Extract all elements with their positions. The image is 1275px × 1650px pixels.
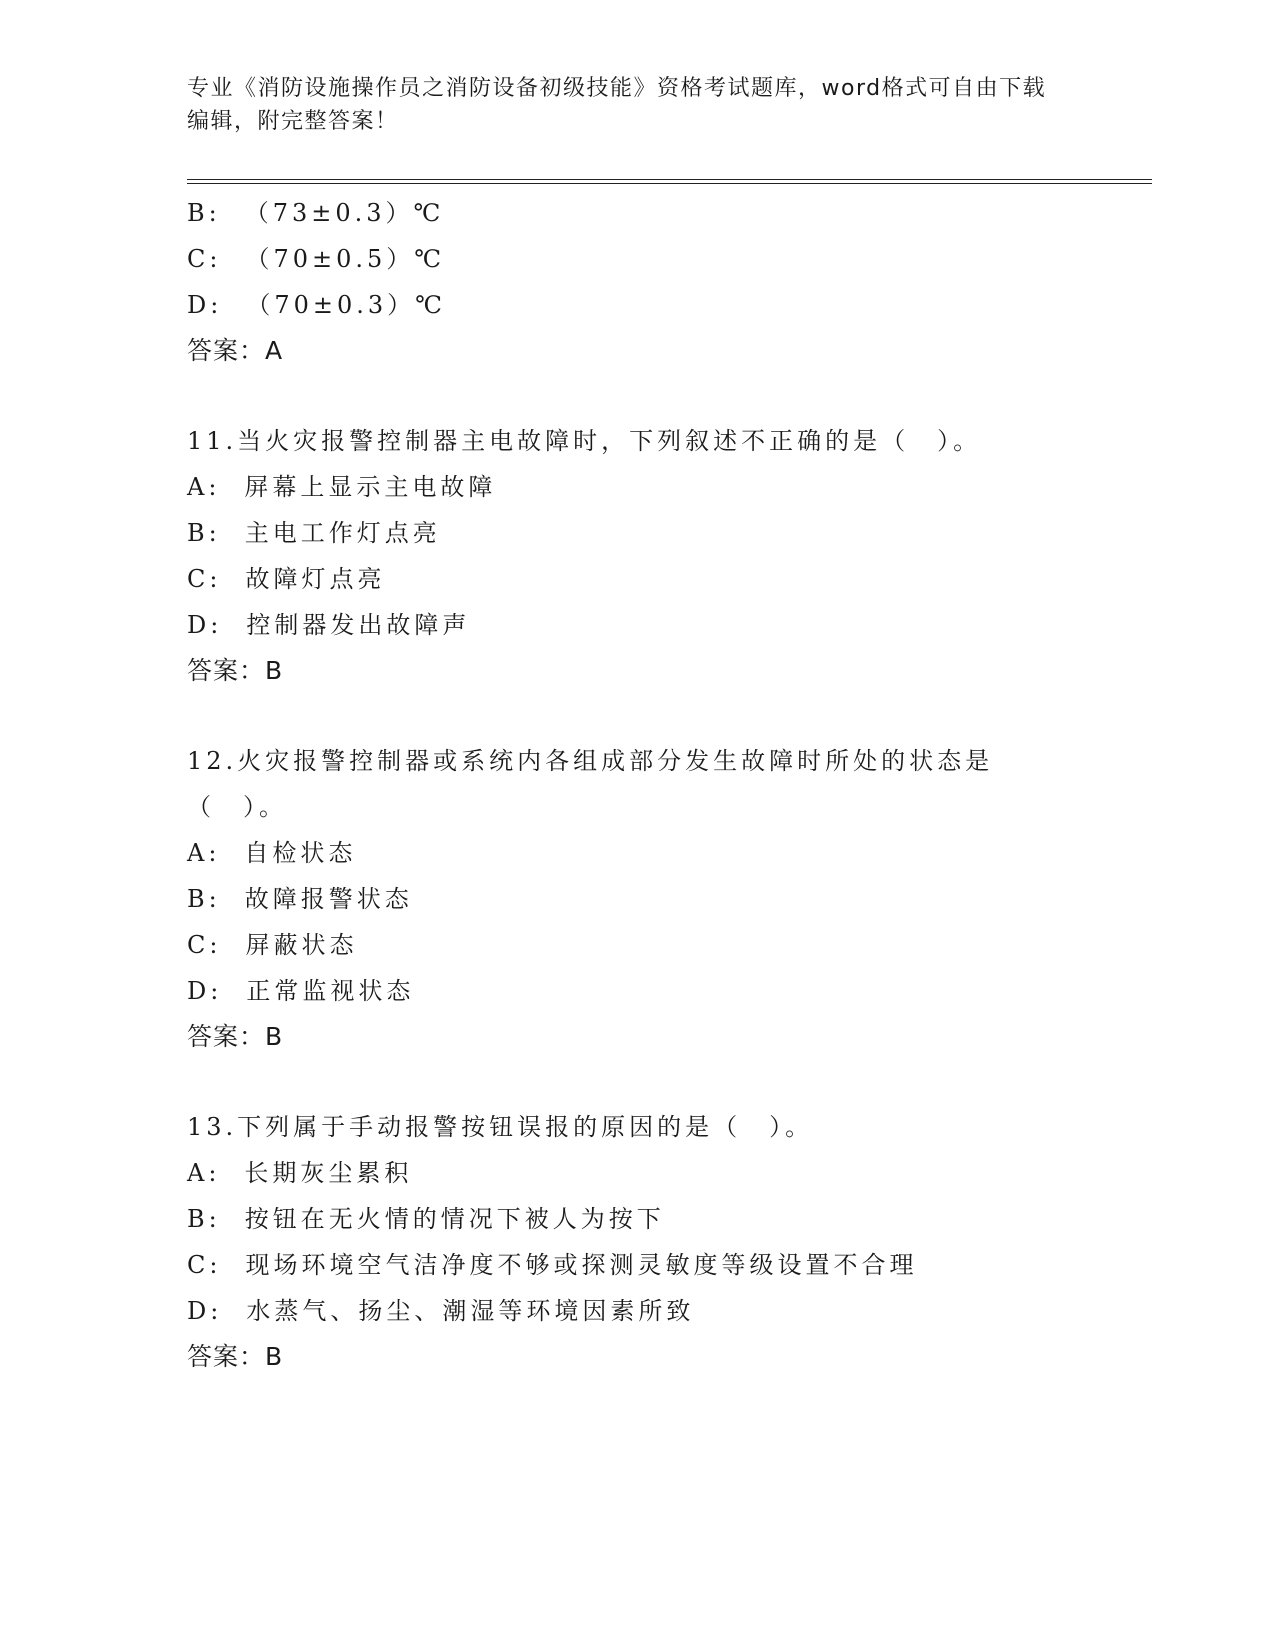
option-a: A: 长期灰尘累积 bbox=[187, 1159, 413, 1187]
header-rule-double bbox=[187, 183, 1152, 184]
page-header: 专业《消防设施操作员之消防设备初级技能》资格考试题库，word格式可自由下载编辑，附完整答案！ bbox=[187, 76, 1047, 134]
option-c: C: 现场环境空气洁净度不够或探测灵敏度等级设置不合理 bbox=[187, 1251, 918, 1279]
option-b: B: （73±0.3）℃ bbox=[187, 199, 445, 227]
question-number: 11. bbox=[187, 427, 238, 455]
answer-line: 答案：B bbox=[187, 656, 284, 685]
option-c: C: 故障灯点亮 bbox=[187, 565, 386, 593]
option-d: D: 正常监视状态 bbox=[187, 977, 415, 1005]
option-a: A: 自检状态 bbox=[187, 839, 357, 867]
option-d: D: 水蒸气、扬尘、潮湿等环境因素所致 bbox=[187, 1297, 695, 1325]
question-number: 12. bbox=[187, 747, 238, 775]
question-text: 火灾报警控制器或系统内各组成部分发生故障时所处的状态是（ ）。 bbox=[187, 747, 994, 821]
question-stem bbox=[187, 418, 1152, 464]
option-d: D: 控制器发出故障声 bbox=[187, 611, 471, 639]
question-block bbox=[187, 418, 1152, 694]
answer-line: 答案：B bbox=[187, 1342, 284, 1371]
option-c: C: （70±0.5）℃ bbox=[187, 245, 446, 273]
question-list bbox=[187, 190, 1152, 1380]
header-rule bbox=[187, 179, 1152, 180]
question-block bbox=[187, 190, 1152, 374]
option-b: B: 故障报警状态 bbox=[187, 885, 413, 913]
answer-line: 答案：B bbox=[187, 1022, 284, 1051]
option-b: B: 主电工作灯点亮 bbox=[187, 519, 441, 547]
option-d: D: （70±0.3）℃ bbox=[187, 291, 446, 319]
question-text: 下列属于手动报警按钮误报的原因的是（ ）。 bbox=[237, 1113, 814, 1141]
question-block bbox=[187, 738, 1152, 1060]
question-block bbox=[187, 1104, 1152, 1380]
question-stem bbox=[187, 738, 1017, 830]
question-text: 当火灾报警控制器主电故障时，下列叙述不正确的是（ ）。 bbox=[237, 427, 982, 455]
answer-line: 答案：A bbox=[187, 336, 284, 365]
question-number: 13. bbox=[187, 1113, 238, 1141]
question-stem bbox=[187, 1104, 1152, 1150]
option-a: A: 屏幕上显示主电故障 bbox=[187, 473, 497, 501]
option-c: C: 屏蔽状态 bbox=[187, 931, 358, 959]
option-b: B: 按钮在无火情的情况下被人为按下 bbox=[187, 1205, 665, 1233]
